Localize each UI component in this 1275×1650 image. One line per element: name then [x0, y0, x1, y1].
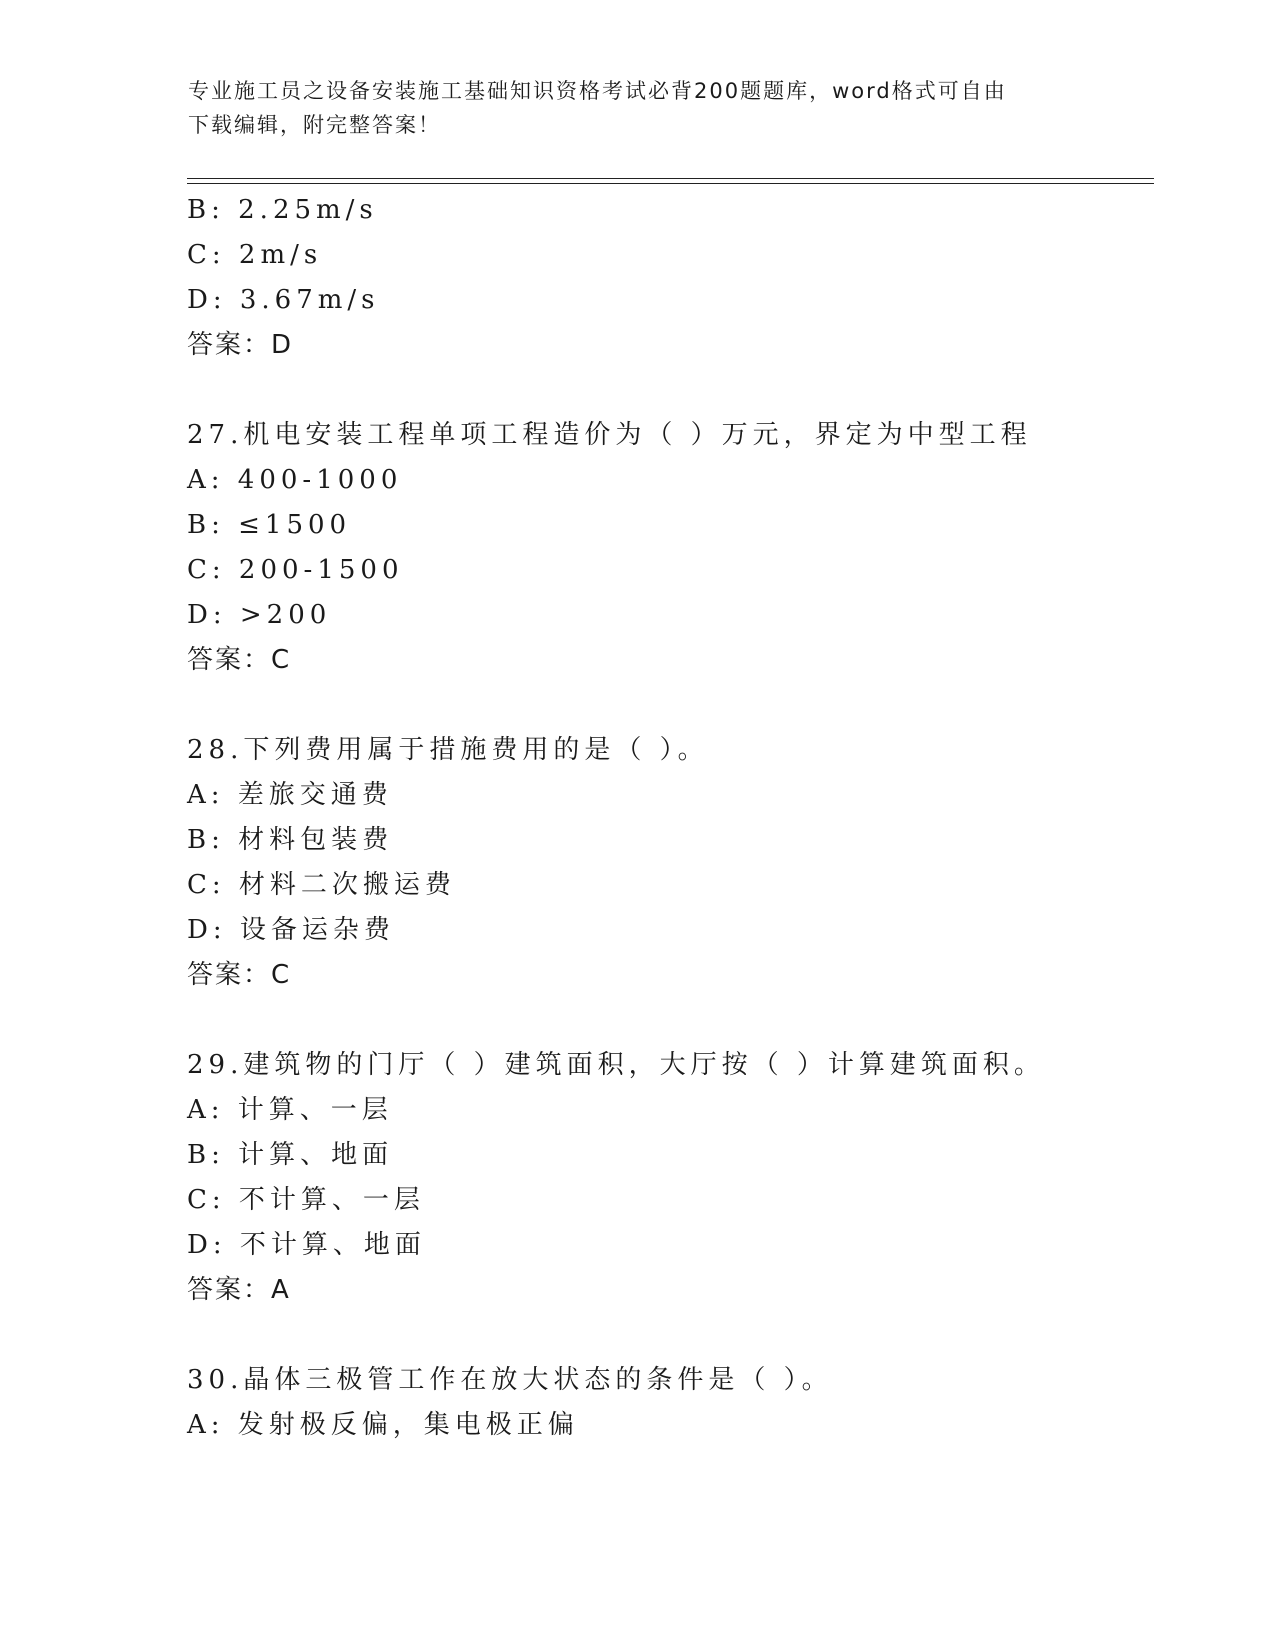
option-a: A: 发射极反偏，集电极正偏	[187, 1410, 579, 1440]
document-header	[188, 74, 1088, 142]
option-d: D: >200	[187, 600, 332, 630]
option-c: C: 200-1500	[187, 555, 404, 585]
header-line-1: 专业施工员之设备安装施工基础知识资格考试必背200题题库，word格式可自由	[188, 79, 1007, 103]
question-27: 27.机电安装工程单项工程造价为（ ）万元，界定为中型工程	[187, 420, 1032, 450]
option-a: A: 差旅交通费	[187, 780, 393, 810]
option-a: A: 计算、一层	[187, 1095, 393, 1125]
option-d: D: 不计算、地面	[187, 1230, 426, 1260]
option-c: C: 2m/s	[187, 240, 323, 270]
answer-line: 答案：C	[187, 960, 292, 990]
answer-line: 答案：C	[187, 645, 292, 675]
option-a: A: 400-1000	[187, 465, 403, 495]
header-divider-bottom	[187, 183, 1154, 184]
option-d: D: 3.67m/s	[187, 285, 380, 315]
option-b: B: ≤1500	[187, 510, 352, 540]
question-29: 29.建筑物的门厅（ ）建筑面积，大厅按（ ）计算建筑面积。	[187, 1050, 1045, 1080]
option-d: D: 设备运杂费	[187, 915, 395, 945]
header-line-2: 下载编辑，附完整答案！	[188, 113, 441, 137]
answer-line: 答案：D	[187, 330, 294, 360]
question-30: 30.晶体三极管工作在放大状态的条件是（ ）。	[187, 1365, 833, 1395]
question-28: 28.下列费用属于措施费用的是（ ）。	[187, 735, 709, 765]
header-divider-top	[187, 178, 1154, 179]
option-b: B: 2.25m/s	[187, 195, 378, 225]
option-b: B: 材料包装费	[187, 825, 394, 855]
answer-line: 答案：A	[187, 1275, 291, 1305]
option-c: C: 不计算、一层	[187, 1185, 425, 1215]
option-c: C: 材料二次搬运费	[187, 870, 456, 900]
option-b: B: 计算、地面	[187, 1140, 394, 1170]
